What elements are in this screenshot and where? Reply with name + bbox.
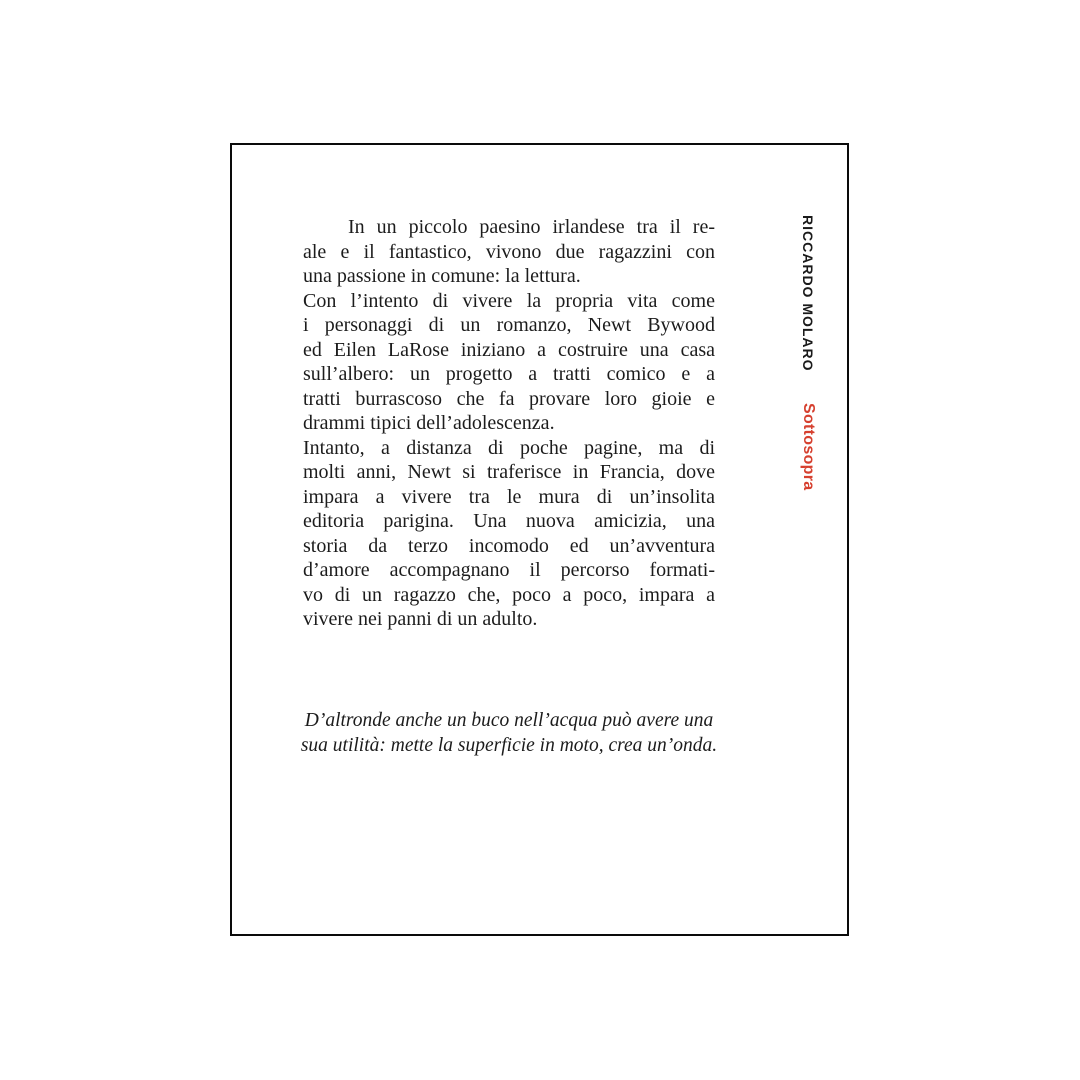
blurb-line: In un piccolo paesino irlandese tra il re-	[348, 216, 715, 238]
blurb-line: vivere nei panni di un adulto.	[303, 608, 538, 630]
blurb-line: drammi tipici dell’adolescenza.	[303, 412, 555, 434]
blurb-line: ed Eilen LaRose iniziano a costruire una casa	[303, 338, 715, 361]
blurb-line: una passione in comune: la lettura.	[303, 265, 581, 287]
book-cover	[230, 143, 849, 936]
blurb-text	[303, 215, 715, 632]
blurb-line: ale e il fantastico, vivono due ragazzini con	[303, 240, 715, 263]
quote-text	[298, 709, 720, 758]
blurb-line: sull’albero: un progetto a tratti comico e a	[303, 363, 715, 385]
blurb-line: i personaggi di un romanzo, Newt Bywood	[303, 314, 715, 336]
blurb-line: tratti burrascoso che fa provare loro gioie e	[303, 387, 715, 410]
blurb-line: vo di un ragazzo che, poco a poco, impara a	[303, 583, 715, 606]
blurb-line: molti anni, Newt si traferisce in Francia, dove	[303, 461, 715, 483]
blurb-line: Intanto, a distanza di poche pagine, ma di	[303, 436, 715, 459]
blurb-line: impara a vivere tra le mura di un’insolita	[303, 485, 715, 508]
blurb-line: d’amore accompagnano il percorso formati-	[303, 559, 715, 581]
author-name: RICCARDO MOLARO	[800, 215, 816, 372]
book-title: Sottosopra	[800, 403, 817, 491]
blurb-line: storia da terzo incomodo ed un’avventura	[303, 534, 715, 557]
blurb-line: editoria parigina. Una nuova amicizia, una	[303, 510, 715, 532]
quote-line: sua utilità: mette la superficie in moto, crea un’onda.	[300, 734, 718, 756]
quote-line: D’altronde anche un buco nell’acqua può avere una	[304, 710, 714, 731]
blurb-line: Con l’intento di vivere la propria vita come	[303, 289, 715, 312]
spine-text	[799, 215, 817, 490]
